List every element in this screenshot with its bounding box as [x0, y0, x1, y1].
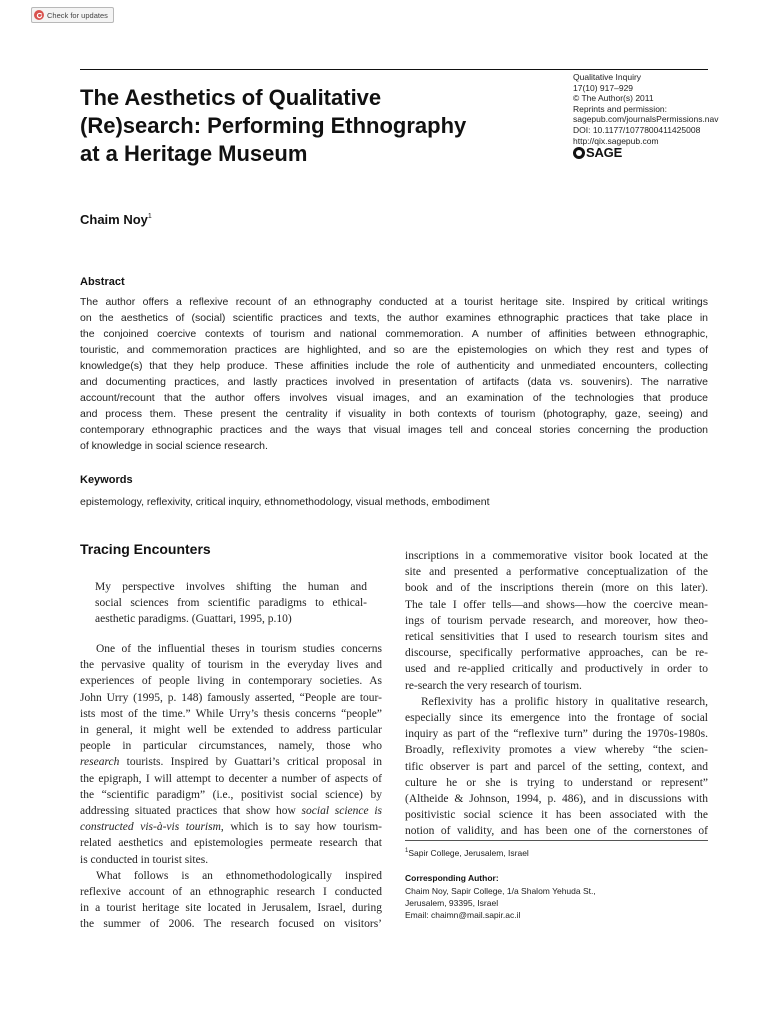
corresponding-city: Jerusalem, 93395, Israel — [405, 897, 499, 908]
journal-permissions-link[interactable]: sagepub.com/journalsPermissions.nav — [573, 114, 719, 125]
body-line: ings of tourism pervade research, and moreover, how theo- — [405, 614, 708, 627]
body-line: site and presented a performative conceptualization of the — [405, 566, 708, 579]
body-line: especially since its emergence into the frontage of social — [405, 712, 708, 725]
sage-wordmark: SAGE — [586, 144, 623, 160]
abstract-line: touristic, and commemoration practices are highlighted, and so are the epistemologies on which they rest and types of — [80, 344, 708, 356]
body-line: (Altheide & Johnson, 1994, p. 486), and in discussions with — [405, 793, 708, 806]
abstract-line: account/recount that the author offers involves visual images, and an examination of the technologies that produce — [80, 392, 708, 404]
body-line: in a tourist heritage site located in Jerusalem, Israel, during — [80, 902, 382, 915]
body-line: discourse, specifically performative approaches, can be re- — [405, 647, 708, 660]
body-line: the “scientific paradigm” (i.e., positivist social science) by — [80, 788, 382, 801]
author-affiliation-marker: 1 — [147, 213, 152, 220]
body-line: used and re-applied critically and productively in order to — [405, 663, 708, 676]
journal-name: Qualitative Inquiry — [573, 72, 642, 82]
body-line: constructed vis-à-vis tourism, which is to say how tourism- — [80, 821, 382, 834]
journal-copyright: © The Author(s) 2011 — [573, 93, 654, 104]
author-name-text: Chaim Noy — [80, 212, 148, 227]
top-rule — [80, 69, 708, 70]
check-for-updates-label: Check for updates — [47, 10, 108, 20]
body-line: inquiry as part of the “reflexive turn” during the 1970s-1980s. — [405, 728, 708, 741]
right-column — [405, 548, 708, 840]
abstract-line: on the aesthetics of (social) scientific practices and texts, the author examines ethnographic practices that take place in — [80, 312, 708, 324]
journal-volume: 17(10) 917–929 — [573, 82, 634, 93]
body-line: tific observer is part and parcel of the setting, context, and — [405, 760, 708, 773]
corresponding-email[interactable]: Email: chaimn@mail.sapir.ac.il — [405, 909, 521, 920]
check-for-updates-badge[interactable] — [31, 7, 114, 23]
corresponding-author-details — [405, 886, 596, 921]
body-line: ists most of the time.” While Urry’s thesis concerns “people” — [80, 707, 382, 720]
epigraph-line: aesthetic paradigms. (Guattari, 1995, p.10) — [95, 613, 292, 626]
abstract-heading: Abstract — [80, 276, 125, 288]
author-name — [80, 212, 152, 227]
body-line: in general, it might well be extended to address particular — [80, 724, 382, 737]
body-line: addressing situated practices that show how social science is — [80, 805, 382, 818]
abstract-line: knowledge(s) that they help produce. These affinities include the role of authenticity and unmediated encounters, collecting — [80, 360, 708, 372]
body-line: re-search the very research of tourism. — [405, 679, 582, 692]
body-line: related aesthetics and epistemologies permeate research that — [80, 837, 382, 850]
footnote-rule — [405, 840, 708, 841]
body-line: retical sensitivities that I used to research tourism sites and — [405, 631, 708, 644]
sage-logo — [573, 144, 753, 160]
sage-mark-icon — [573, 147, 585, 159]
body-line: Broadly, reflexivity promotes a view whereby “the scien- — [405, 744, 708, 757]
body-line: the summer of 2006. The research focused on visitors’ — [80, 918, 382, 931]
body-line: experiences of people living in contemporary societies. As — [80, 675, 382, 688]
epigraph — [95, 579, 367, 628]
body-line: notion of validity, and has been one of the cornerstones of — [405, 825, 708, 838]
body-line: John Urry (1995, p. 148) famously asserted, “People are tour- — [80, 691, 382, 704]
body-line: One of the influential theses in tourism studies concerns — [96, 643, 382, 655]
abstract-text — [80, 294, 708, 454]
affiliation-text: Sapir College, Jerusalem, Israel — [408, 848, 529, 858]
body-line: reflexive account of an ethnographic research I conducted — [80, 886, 382, 899]
body-line: culture he or she is trying to understand or represent” — [405, 776, 708, 789]
title-line: The Aesthetics of Qualitative — [80, 85, 382, 110]
journal-reprints: Reprints and permission: — [573, 103, 668, 114]
abstract-line: the conjoined coercive contexts of tourism and national commemoration. A number of affinities between ethnographic, — [80, 328, 708, 340]
body-line: research tourists. Inspired by Guattari’s critical proposal in — [80, 756, 382, 769]
journal-doi[interactable]: DOI: 10.1177/1077800411425008 — [573, 124, 701, 135]
journal-meta — [573, 72, 753, 159]
abstract-line: The author offers a reflexive recount of an ethnography conducted at a tourist heritage site. Inspired by critical writings — [80, 296, 708, 308]
epigraph-line: social sciences from scientific paradigms to ethical- — [95, 597, 367, 610]
corresponding-address: Chaim Noy, Sapir College, 1/a Shalom Yehuda St., — [405, 886, 596, 896]
abstract-line: of knowledge in social science research. — [80, 440, 268, 452]
body-line: the pervasive quality of tourism in the everyday lives and — [80, 659, 382, 672]
body-line: Reflexivity has a prolific history in qualitative research, — [421, 695, 708, 708]
keywords-heading: Keywords — [80, 474, 133, 486]
abstract-line: and documenting practices, and lastly practices involved in presentation of artifacts (data vs. souvenirs). The narrative — [80, 376, 708, 388]
left-column — [80, 641, 382, 933]
body-line: the epigraph, I will attempt to decenter a number of aspects of — [80, 772, 382, 785]
abstract-line: contemporary ethnographic practices and the ways that visual images tell and conceal stories concerning the production — [80, 424, 708, 436]
body-line: book and of the inscriptions therein (more on this later). — [405, 582, 708, 595]
body-line: people in particular circumstances, namely, those who — [80, 740, 382, 753]
epigraph-line: My perspective involves shifting the human and — [95, 581, 367, 593]
corresponding-author-heading: Corresponding Author: — [405, 873, 499, 883]
body-line: inscriptions in a commemorative visitor book located at the — [405, 550, 708, 562]
refresh-icon — [34, 10, 44, 20]
title-line: (Re)search: Performing Ethnography — [80, 113, 467, 138]
body-line: is conducted in tourist sites. — [80, 853, 209, 866]
author-affiliation — [405, 848, 529, 858]
abstract-line: and process them. These present the centrality if visuality in both contexts of tourism (photography, gaze, seeing) and — [80, 408, 708, 420]
title-line: at a Heritage Museum — [80, 141, 308, 166]
body-line: What follows is an ethnomethodologically inspired — [96, 869, 382, 882]
body-line: positivistic social science it has been associated with the — [405, 809, 708, 822]
article-title — [80, 84, 520, 168]
section-heading: Tracing Encounters — [80, 541, 211, 557]
affiliation-marker: 1 — [405, 848, 409, 854]
journal-url[interactable]: http://qix.sagepub.com — [573, 135, 659, 146]
keywords-text: epistemology, reflexivity, critical inquiry, ethnomethodology, visual methods, embodiment — [80, 496, 490, 508]
body-line: The tale I offer tells—and shows—how the coercive mean- — [405, 598, 708, 611]
